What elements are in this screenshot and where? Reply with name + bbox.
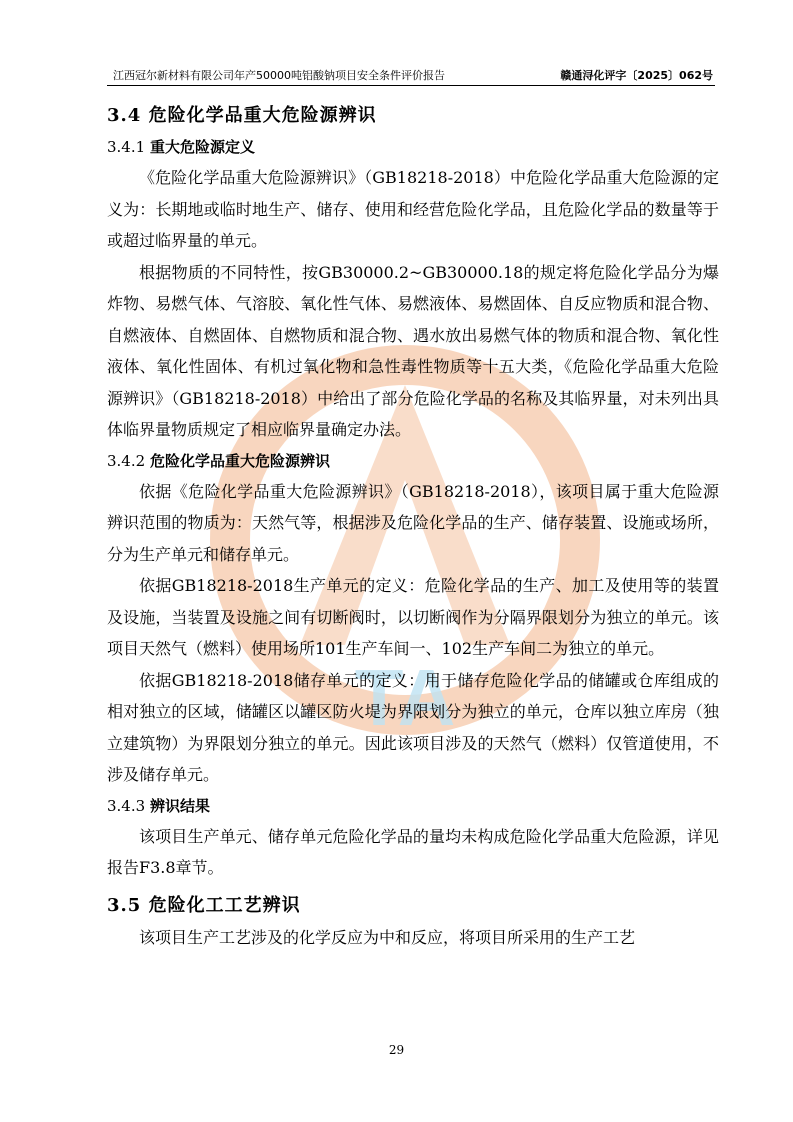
watermark-letters: TA <box>354 653 456 742</box>
section-3-4-1-title: 重大危险源定义 <box>149 138 255 156</box>
paragraph: 该项目生产工艺涉及的化学反应为中和反应，将项目所采用的生产工艺 <box>139 927 636 947</box>
paragraph: 依据GB18218-2018生产单元的定义：危险化学品的生产、加工及使用等的装置及设施，当装置及设施之间有切断阀时，以切断阀作为分隔界限划分为独立的单元。该项目天然气（燃料）使用场所101生产车间一、102生产车间二为独立的单元。 <box>107 576 719 658</box>
section-3-4-3-number: 3.4.3 <box>107 796 146 815</box>
section-3-5-title: 3.5 危险化工工艺辨识 <box>107 894 301 916</box>
header-report-number: 赣通浔化评字〔2025〕062号 <box>560 69 713 82</box>
section-3-4-2-title: 危险化学品重大危险源辨识 <box>149 451 330 470</box>
paragraph: 依据GB18218-2018储存单元的定义：用于储存危险化学品的储罐或仓库组成的相对独立的区域，储罐区以罐区防火堤为界限划分为独立的单元，仓库以独立库房（独立建筑物）为界限划分独立的单元。因此该项目涉及的天然气（燃料）仅管道使用，不涉及储存单元。 <box>107 670 719 784</box>
paragraph: 《危险化学品重大危险源辨识》（GB18218-2018）中危险化学品重大危险源的定义为：长期地或临时地生产、储存、使用和经营危险化学品，且危险化学品的数量等于或超过临界量的单元。 <box>107 168 719 250</box>
section-3-4-1-number: 3.4.1 <box>107 138 146 156</box>
section-3-4-2-number: 3.4.2 <box>107 451 146 470</box>
page-header <box>107 63 715 86</box>
section-3-4-2-heading <box>107 446 719 476</box>
section-3-4-1-heading <box>107 132 719 162</box>
page-number: 29 <box>388 1043 405 1057</box>
header-report-title: 江西冠尔新材料有限公司年产50000吨铝酸钠项目安全条件评价报告 <box>113 69 445 82</box>
section-3-4-title: 3.4 危险化学品重大危险源辨识 <box>107 105 377 126</box>
paragraph: 依据《危险化学品重大危险源辨识》（GB18218-2018），该项目属于重大危险源辨识范围的物质为：天然气等，根据涉及危险化学品的生产、储存装置、设施或场所，分为生产单元和储存单元。 <box>107 481 719 564</box>
paragraph: 该项目生产单元、储存单元危险化学品的量均未构成危险化学品重大危险源，详见报告F3.8章节。 <box>107 826 719 877</box>
page-body <box>107 100 719 953</box>
paragraph: 根据物质的不同特性，按GB30000.2~GB30000.18的规定将危险化学品分为爆炸物、易燃气体、气溶胶、氧化性气体、易燃液体、易燃固体、自反应物质和混合物、自燃液体、自燃固体、自燃物质和混合物、遇水放出易燃气体的物质和混合物、氧化性液体、氧化性固体、有机过氧化物和急性毒性物质等十五大类，《危险化学品重大危险源辨识》（GB18218-2018）中给出了部分危险化学品的名称及其临界量，对未列出具体临界量物质规定了相应临界量确定办法。 <box>107 262 719 439</box>
section-3-4-3-heading <box>107 791 719 821</box>
section-3-4-3-title: 辨识结果 <box>149 796 210 815</box>
